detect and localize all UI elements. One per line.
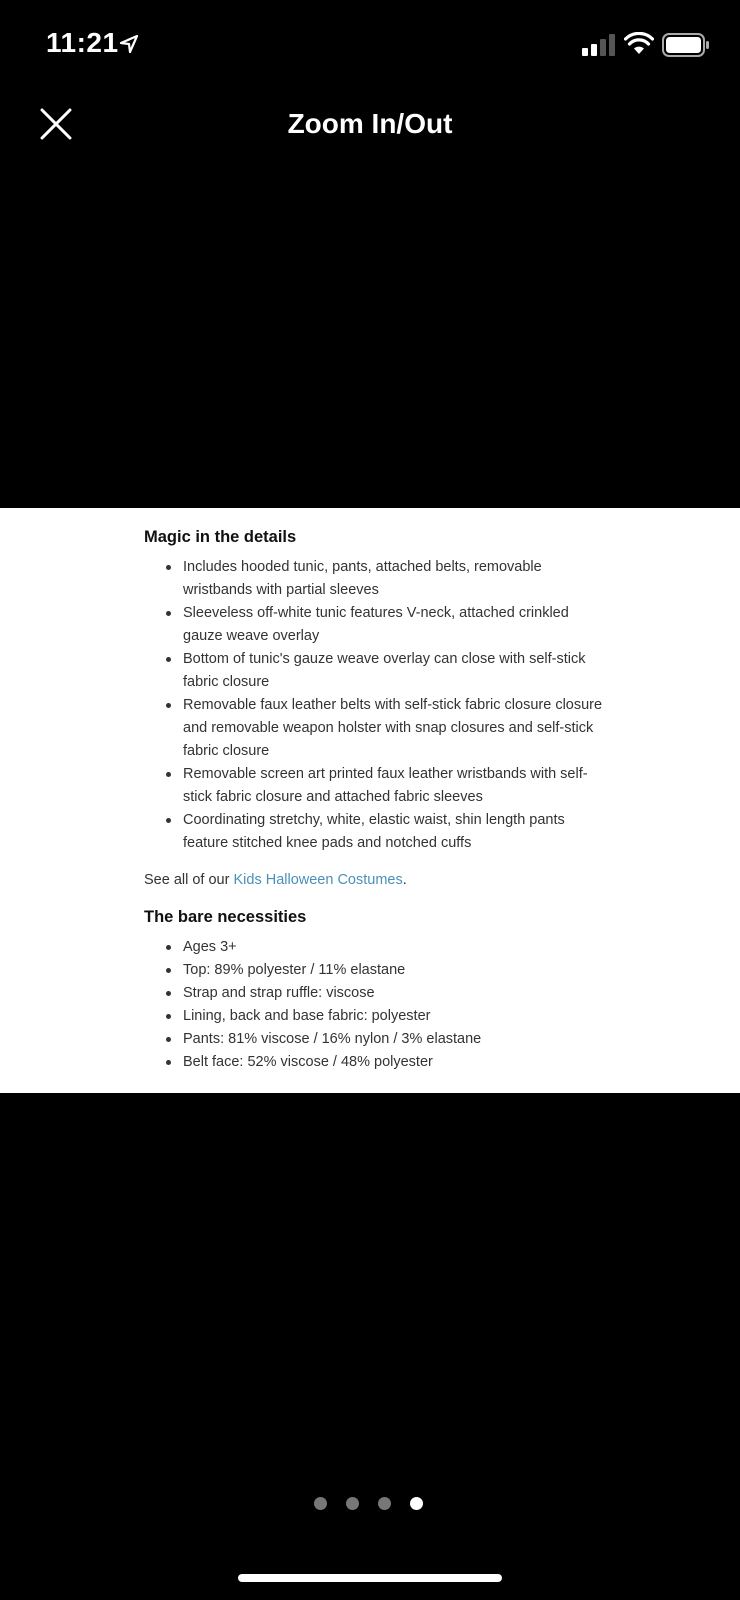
list-item: Strap and strap ruffle: viscose	[183, 982, 604, 1005]
page-dot-1[interactable]	[314, 1497, 327, 1510]
wifi-icon	[624, 32, 654, 56]
see-all-prefix: See all of our	[144, 872, 234, 888]
see-all-suffix: .	[402, 872, 407, 888]
list-item: Removable screen art printed faux leather wristbands with self-stick fabric closure and attached fabric sleeves	[183, 763, 604, 809]
page-dot-4-active[interactable]	[410, 1497, 423, 1510]
page-dot-3[interactable]	[378, 1497, 391, 1510]
page-dot-2[interactable]	[346, 1497, 359, 1510]
status-bar	[0, 0, 740, 90]
see-all-text	[144, 869, 604, 892]
list-item: Ages 3+	[183, 936, 604, 959]
page-indicator[interactable]	[314, 1497, 426, 1511]
list-item: Lining, back and base fabric: polyester	[183, 1005, 604, 1028]
list-item: Includes hooded tunic, pants, attached belts, removable wristbands with partial sleeves	[183, 556, 604, 602]
necessities-heading: The bare necessities	[144, 908, 307, 926]
list-item: Removable faux leather belts with self-stick fabric closure closure and removable weapon holster with snap closures and self-stick fabric closure	[183, 694, 604, 763]
list-item: Pants: 81% viscose / 16% nylon / 3% elastane	[183, 1028, 604, 1051]
zoom-image[interactable]	[0, 508, 740, 1093]
list-item: Sleeveless off-white tunic features V-neck, attached crinkled gauze weave overlay	[183, 602, 604, 648]
list-item: Bottom of tunic's gauze weave overlay can close with self-stick fabric closure	[183, 648, 604, 694]
status-time: 11:21	[46, 27, 119, 58]
details-list	[144, 556, 604, 855]
page-title: Zoom In/Out	[287, 108, 453, 139]
location-arrow-icon	[118, 33, 140, 55]
details-heading: Magic in the details	[144, 528, 297, 546]
home-indicator[interactable]	[238, 1574, 502, 1582]
list-item: Coordinating stretchy, white, elastic waist, shin length pants feature stitched knee pads and notched cuffs	[183, 809, 604, 855]
necessities-list	[144, 936, 604, 1074]
cellular-signal-icon	[582, 34, 616, 56]
list-item: Top: 89% polyester / 11% elastane	[183, 959, 604, 982]
kids-halloween-costumes-link[interactable]: Kids Halloween Costumes	[233, 872, 403, 888]
battery-icon	[662, 33, 710, 57]
product-details	[144, 526, 604, 1074]
list-item: Belt face: 52% viscose / 48% polyester	[183, 1051, 604, 1074]
